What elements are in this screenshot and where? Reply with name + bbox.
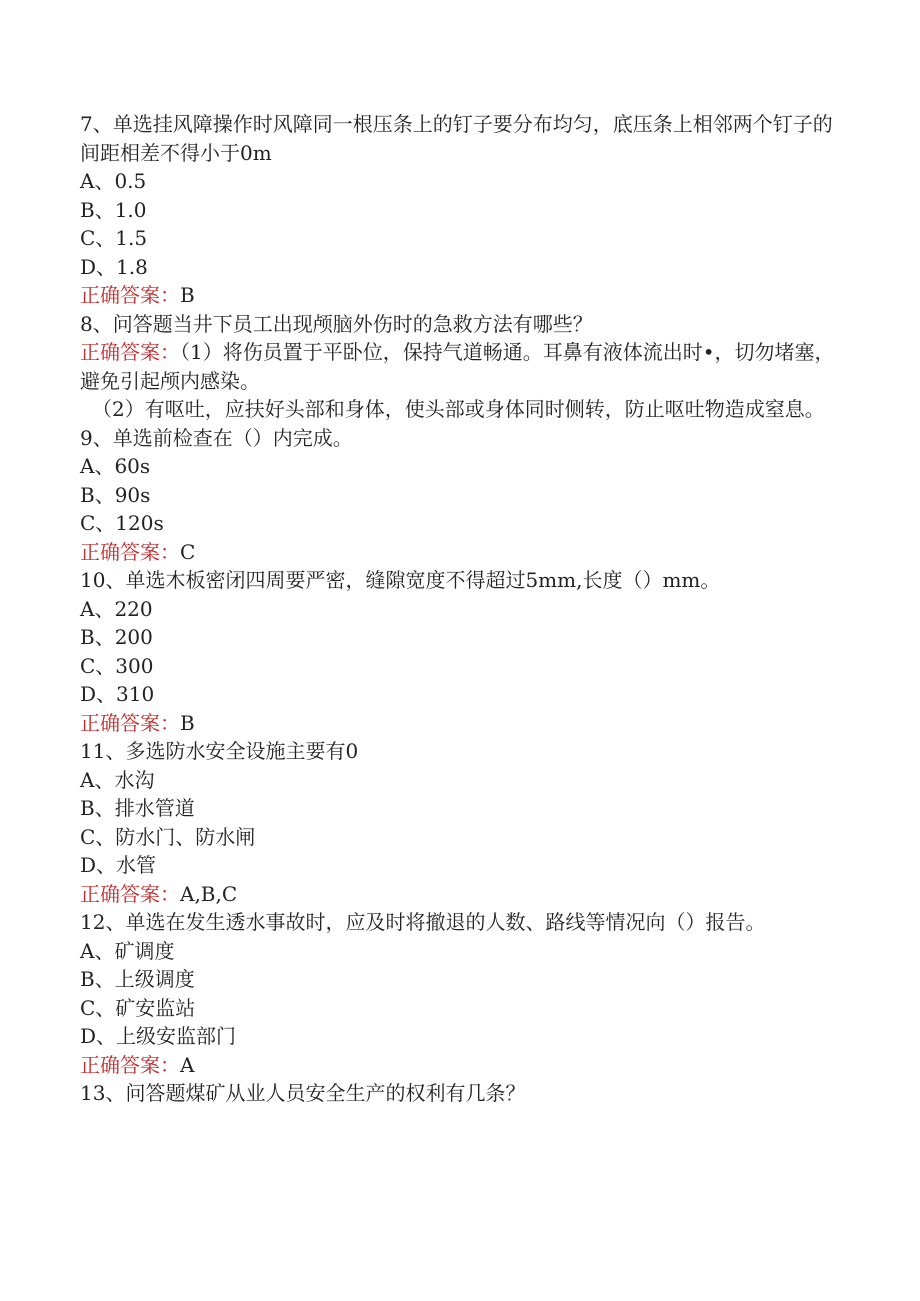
answer-line	[80, 338, 840, 395]
option-c: C、1.5	[80, 226, 148, 250]
answer-label: 正确答案：	[80, 539, 180, 564]
option-b: B、1.0	[80, 197, 147, 222]
answer-label: 正确答案：	[80, 710, 180, 735]
answer-value: C	[180, 539, 196, 564]
question-stem: 13、问答题煤矿从业人员安全生产的权利有几条？	[80, 1081, 526, 1105]
option-a: A、0.5	[80, 169, 147, 193]
option-c: C、120s	[80, 511, 164, 535]
question-stem: 8、问答题当井下员工出现颅脑外伤时的急救方法有哪些？	[80, 311, 593, 336]
option-d: D、上级安监部门	[80, 1024, 237, 1048]
question-stem: 9、单选前检查在（）内完成。	[80, 425, 353, 450]
question-stem: 7、单选挂风障操作时风障同一根压条上的钉子要分布均匀，底压条上相邻两个钉子的间距相差不得小于0m	[80, 112, 833, 165]
answer-value: B	[180, 283, 195, 307]
option-a: A、水沟	[80, 767, 155, 792]
answer-value: A,B,C	[180, 881, 238, 906]
answer-line	[80, 281, 840, 310]
option-d: D、水管	[80, 853, 157, 877]
answer-line	[80, 709, 840, 738]
answer-line	[80, 538, 840, 567]
option-b: B、排水管道	[80, 796, 195, 820]
question-stem: 11、多选防水安全设施主要有0	[80, 739, 359, 763]
option-d: D、310	[80, 682, 155, 706]
answer-extra: （2）有呕吐，应扶好头部和身体，使头部或身体同时侧转，防止呕吐物造成窒息。	[92, 397, 825, 421]
answer-label: 正确答案：	[80, 1052, 180, 1077]
answer-value: （1）将伤员置于平卧位，保持气道畅通。耳鼻有液体流出时•，切勿堵塞，避免引起颅内感染。	[80, 340, 835, 393]
answer-label: 正确答案：	[80, 881, 180, 906]
answer-value: B	[180, 710, 195, 735]
option-c: C、防水门、防水闸	[80, 824, 256, 849]
option-a: A、60s	[80, 454, 151, 478]
question-stem: 12、单选在发生透水事故时，应及时将撤退的人数、路线等情况向（）报告。	[80, 910, 766, 934]
option-a: A、矿调度	[80, 938, 175, 963]
answer-label: 正确答案：	[80, 283, 180, 307]
option-c: C、矿安监站	[80, 995, 196, 1020]
option-d: D、1.8	[80, 254, 148, 279]
option-b: B、200	[80, 625, 153, 649]
answer-line	[80, 880, 840, 909]
option-b: B、90s	[80, 482, 151, 507]
option-b: B、上级调度	[80, 967, 195, 991]
question-stem: 10、单选木板密闭四周要严密，缝隙宽度不得超过5mm,长度（）mm。	[80, 568, 721, 592]
answer-value: A	[180, 1052, 195, 1077]
answer-label: 正确答案：	[80, 340, 180, 364]
option-c: C、300	[80, 653, 154, 678]
question-list	[80, 110, 840, 1108]
answer-line	[80, 1051, 840, 1080]
option-a: A、220	[80, 596, 153, 621]
